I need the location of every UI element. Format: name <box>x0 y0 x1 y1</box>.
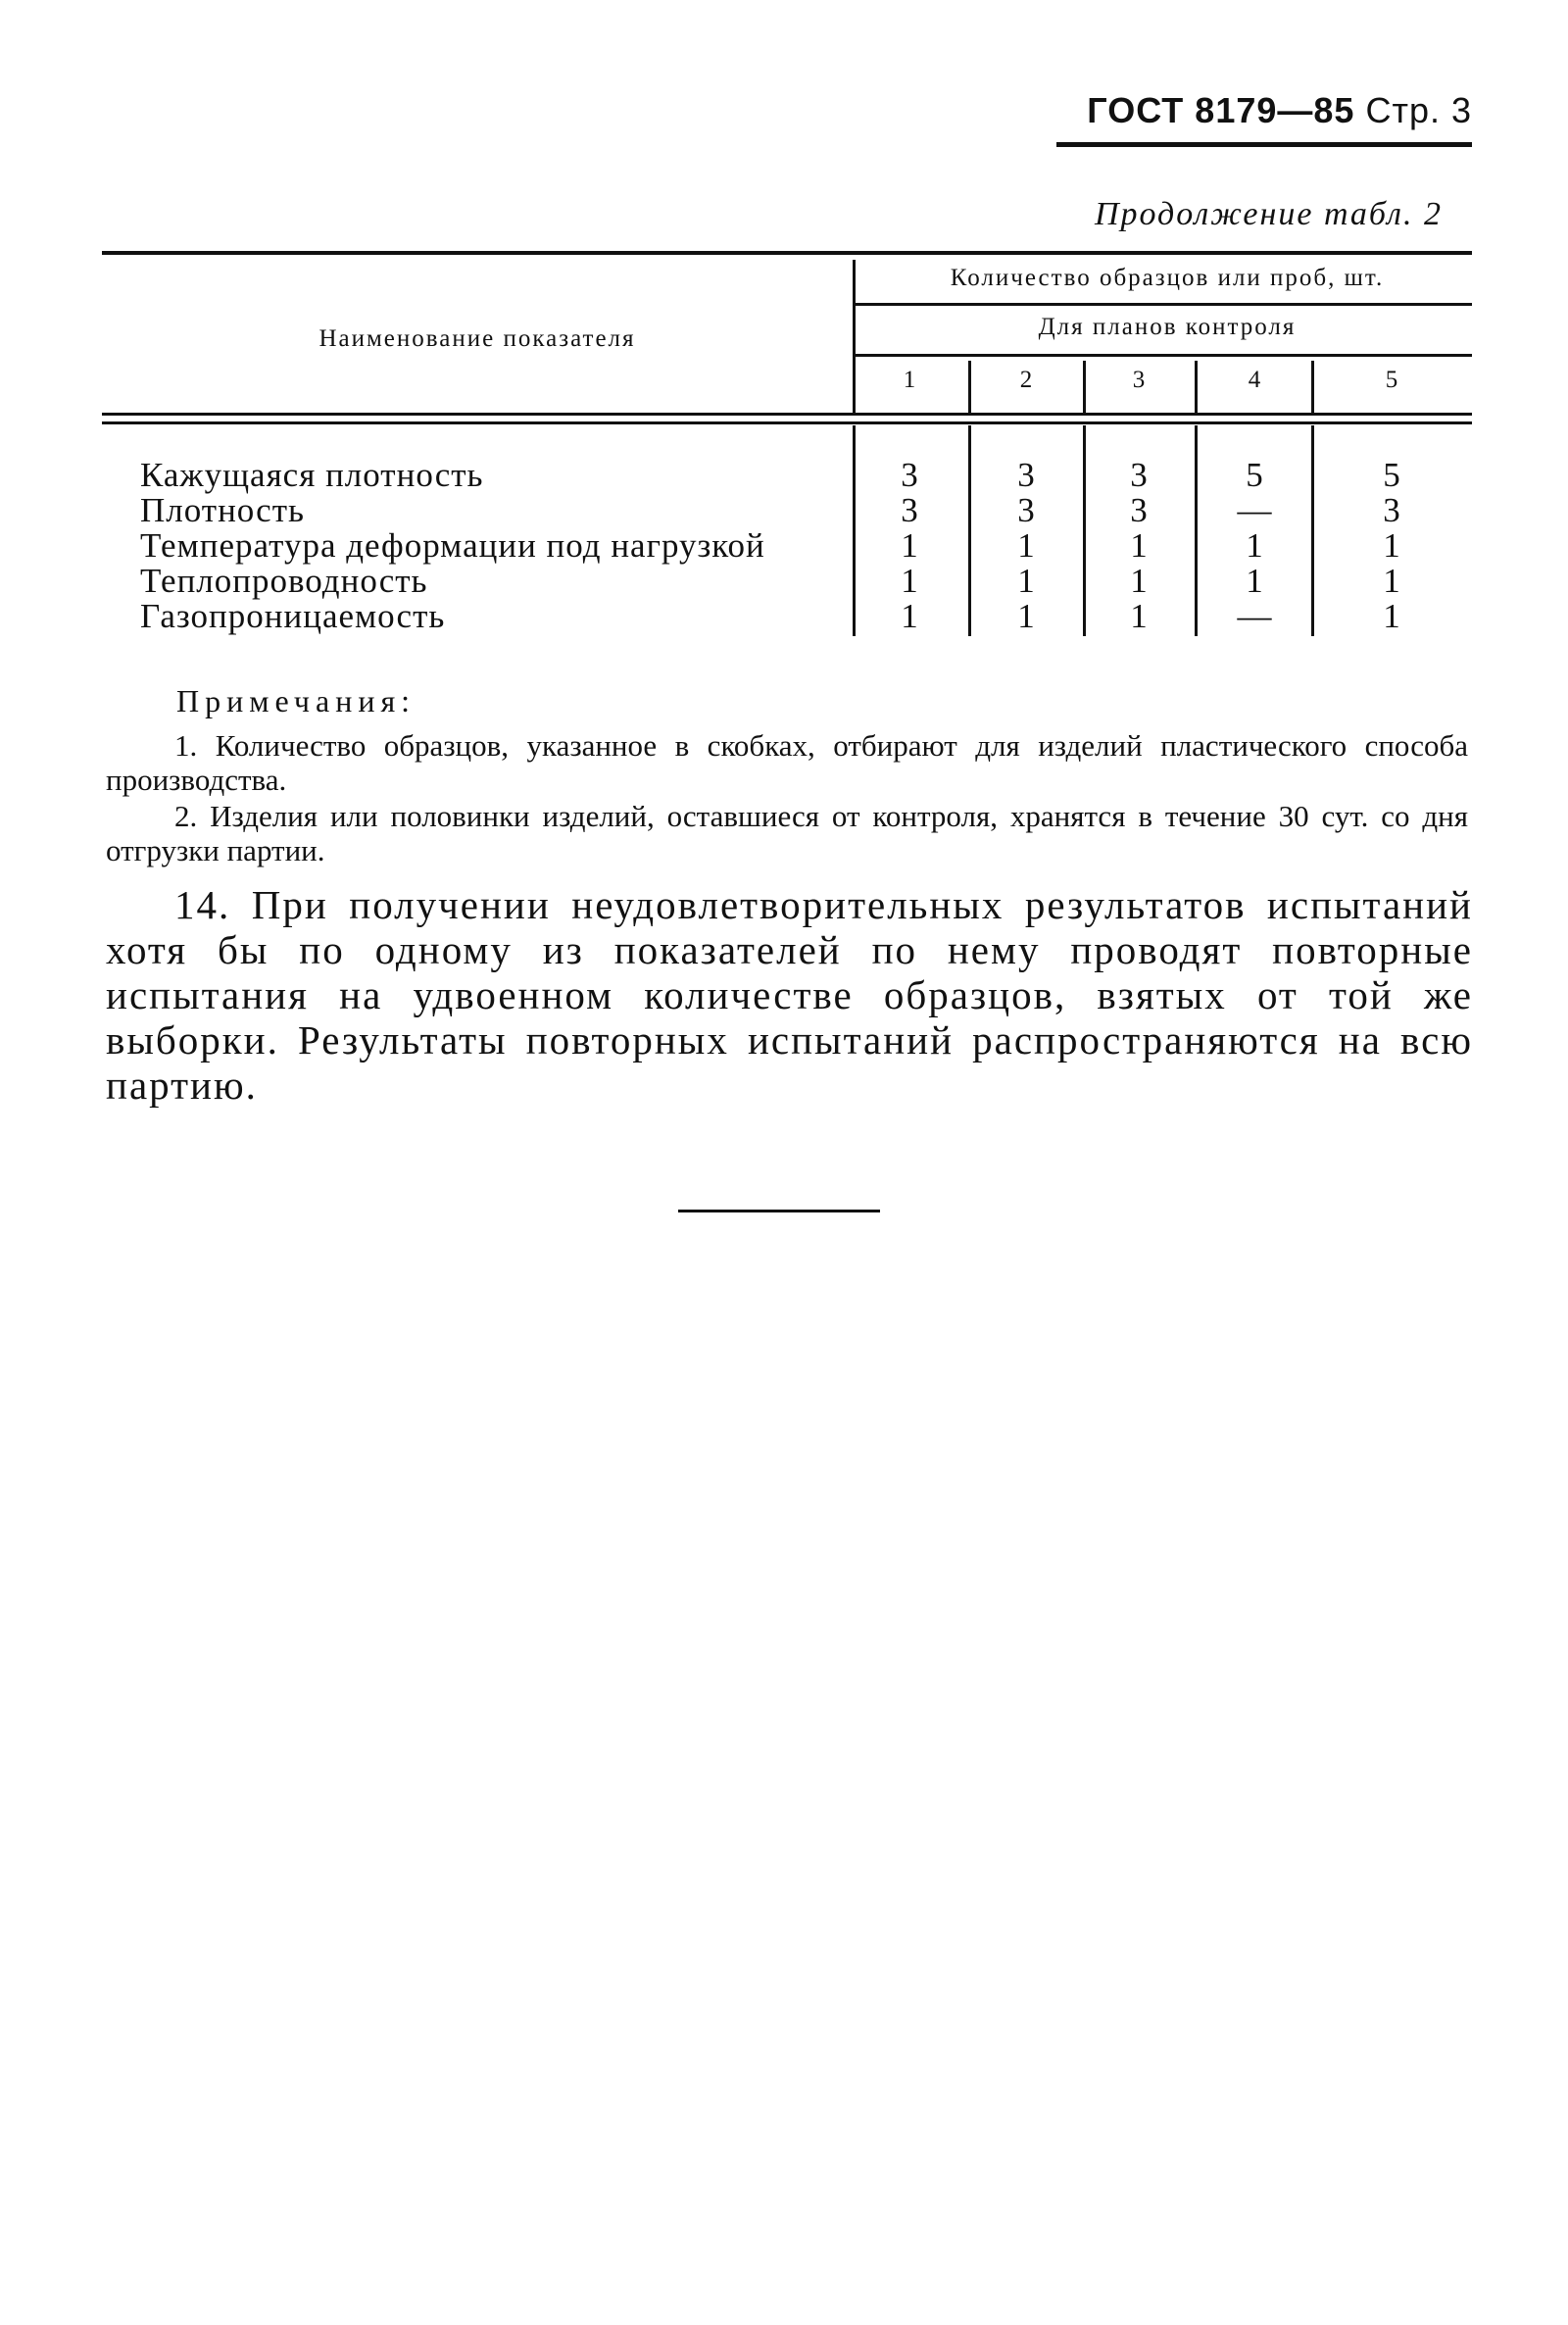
table-divider-main <box>853 260 856 414</box>
col-divider-3-4-body <box>1195 425 1198 636</box>
table-top-rule <box>102 251 1472 255</box>
table-cell: 1 <box>1017 526 1035 565</box>
quantity-header-rule <box>855 303 1472 306</box>
table-cell: 3 <box>1017 491 1035 529</box>
table-cell: 1 <box>901 597 918 635</box>
row-label: Кажущаяся плотность <box>140 456 484 494</box>
table-cell: 5 <box>1383 456 1400 494</box>
row-label: Теплопроводность <box>140 562 428 600</box>
notes-title: Примечания: <box>176 683 416 718</box>
end-rule <box>678 1210 880 1212</box>
table-cell: 1 <box>1130 562 1148 600</box>
row-label: Температура деформации под нагрузкой <box>140 526 765 565</box>
page-number: Стр. 3 <box>1365 90 1472 130</box>
table-cell: 1 <box>901 526 918 565</box>
col-divider-4-5 <box>1311 361 1314 414</box>
table-cell: 1 <box>901 562 918 600</box>
table-cell: 5 <box>1246 456 1263 494</box>
table-cell: 1 <box>1017 562 1035 600</box>
table-cell: 1 <box>1246 562 1263 600</box>
note-item: 2. Изделия или половинки изделий, оставшиеся от контроля, хранятся в течение 30 сут. со дня отгрузки партии. <box>106 799 1468 867</box>
col-divider-2-3 <box>1083 361 1086 414</box>
row-label: Плотность <box>140 491 305 529</box>
plan-number: 2 <box>1019 367 1033 393</box>
table-cell: 3 <box>1130 491 1148 529</box>
table-cell: 3 <box>1017 456 1035 494</box>
plan-number: 5 <box>1385 367 1398 393</box>
col-divider-2-3-body <box>1083 425 1086 636</box>
standard-number: ГОСТ 8179—85 <box>1087 90 1355 130</box>
table-cell: — <box>1237 597 1272 635</box>
col-divider-4-5-body <box>1311 425 1314 636</box>
table-cell: 1 <box>1383 562 1400 600</box>
plans-header: Для планов контроля <box>1038 314 1297 340</box>
header-bottom-rule-1 <box>102 413 1472 416</box>
plan-number: 1 <box>903 367 916 393</box>
table-cell: 1 <box>1130 526 1148 565</box>
table-cell: 1 <box>1017 597 1035 635</box>
note-item: 1. Количество образцов, указанное в скобках, отбирают для изделий пластического способа производства. <box>106 728 1468 797</box>
col-divider-3-4 <box>1195 361 1198 414</box>
col-divider-1-2-body <box>968 425 971 636</box>
plan-number: 4 <box>1248 367 1261 393</box>
param-name-header: Наименование показателя <box>318 325 636 352</box>
row-label: Газопроницаемость <box>140 597 446 635</box>
table-cell: 3 <box>1130 456 1148 494</box>
table-cell: 1 <box>1246 526 1263 565</box>
plan-number: 3 <box>1132 367 1146 393</box>
table-continuation-caption: Продолжение табл. 2 <box>1094 196 1443 232</box>
page-header <box>1039 90 1472 131</box>
table-cell: 1 <box>1383 526 1400 565</box>
table-cell: 1 <box>1130 597 1148 635</box>
col-divider-1-2 <box>968 361 971 414</box>
paragraph-14: 14. При получении неудовлетворительных результатов испытаний хотя бы по одному из показателей по нему проводят повторные испытания на удвоенном количестве образцов, взятых от той же выборки. Результаты повторных испытаний распространяются на всю партию. <box>106 882 1473 1108</box>
plans-header-rule <box>855 354 1472 357</box>
table-cell: 3 <box>1383 491 1400 529</box>
table-cell: 1 <box>1383 597 1400 635</box>
table-divider-main-body <box>853 425 856 636</box>
table-cell: 3 <box>901 491 918 529</box>
header-rule <box>1056 142 1472 147</box>
quantity-header: Количество образцов или проб, шт. <box>950 265 1385 291</box>
header-bottom-rule-2 <box>102 421 1472 424</box>
table-cell: — <box>1237 491 1272 529</box>
table-cell: 3 <box>901 456 918 494</box>
